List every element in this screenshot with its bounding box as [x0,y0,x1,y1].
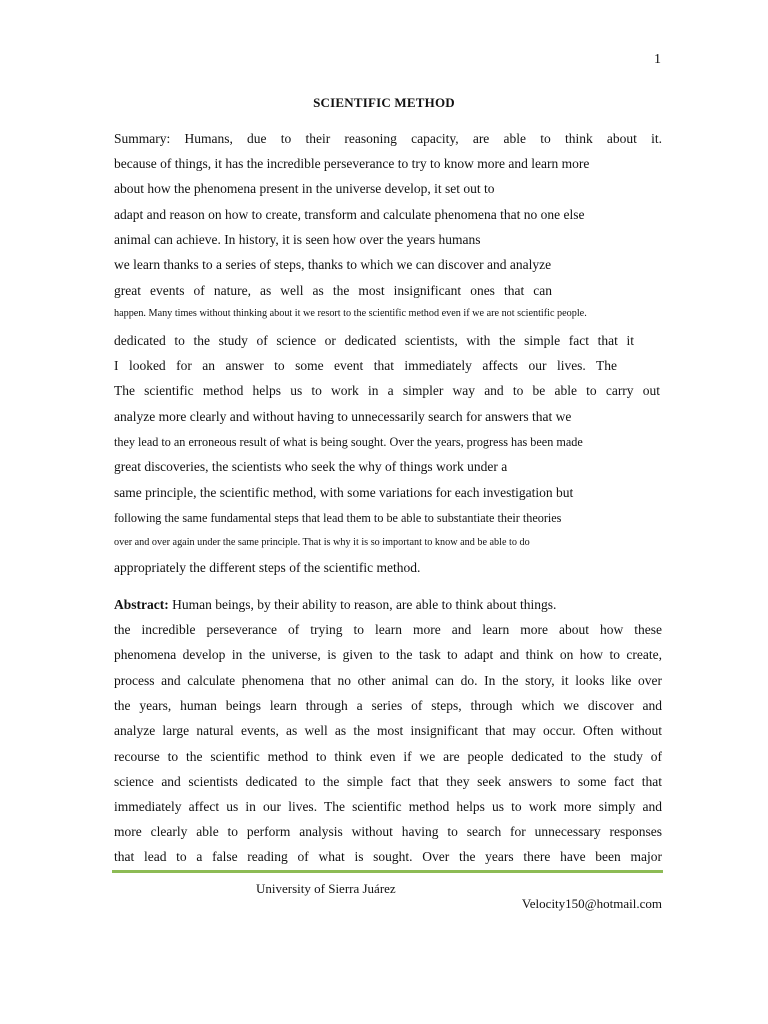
abstract-first-line [114,596,662,614]
summary-line: we learn thanks to a series of steps, thanks to which we can discover and analyze [114,257,552,272]
summary-line: animal can achieve. In history, it is seen how over the years humans [114,232,481,247]
abstract-line: phenomena develop in the universe, is given to the task to adapt and think on how to create, [114,647,662,662]
summary-line: I looked for an answer to some event that immediately affects our lives. The [114,358,617,373]
summary-line: same principle, the scientific method, with some variations for each investigation but [114,485,574,500]
abstract-label: Abstract: [114,597,169,612]
abstract-line: that lead to a false reading of what is sought. Over the years there have been major [114,849,662,864]
summary-line: adapt and reason on how to create, transform and calculate phenomena that no one else [114,207,585,222]
summary-line: dedicated to the study of science or dedicated scientists, with the simple fact that it [114,333,634,348]
summary-line: The scientific method helps us to work in a simpler way and to be able to carry out [114,383,660,398]
summary-line: over and over again under the same principle. That is why it is so important to know and be able to do [114,537,530,548]
abstract-line: immediately affect us in our lives. The scientific method helps us to work more simply and [114,799,662,814]
summary-line: because of things, it has the incredible perseverance to try to know more and learn more [114,156,590,171]
summary-line: Summary: Humans, due to their reasoning capacity, are able to think about it. [114,131,662,146]
summary-line: analyze more clearly and without having to unnecessarily search for answers that we [114,409,572,424]
page-title: SCIENTIFIC METHOD [313,95,455,110]
abstract-first-line-text: Human beings, by their ability to reason, are able to think about things. [168,597,557,612]
summary-line: they lead to an erroneous result of what is being sought. Over the years, progress has been made [114,435,583,449]
summary-line: great discoveries, the scientists who seek the why of things work under a [114,459,508,474]
abstract-line: the years, human beings learn through a series of steps, through which we discover and [114,698,662,713]
summary-line: happen. Many times without thinking about it we resort to the scientific method even if we are not scientific people. [114,308,587,319]
page-number: 1 [654,52,661,67]
abstract-line: recourse to the scientific method to think even if we are people dedicated to the study of [114,749,662,764]
abstract-line: science and scientists dedicated to the simple fact that they seek answers to some fact that [114,774,662,789]
summary-line: about how the phenomena present in the universe develop, it set out to [114,181,495,196]
summary-line: great events of nature, as well as the most insignificant ones that can [114,283,552,298]
summary-line: following the same fundamental steps that lead them to be able to substantiate their theories [114,511,562,525]
summary-line: appropriately the different steps of the scientific method. [114,560,421,575]
abstract-line: more clearly able to perform analysis without having to search for unnecessary responses [114,824,662,839]
footer-email: Velocity150@hotmail.com [521,896,662,911]
footer-university: University of Sierra Juárez [256,881,396,896]
abstract-line: the incredible perseverance of trying to learn more and learn more about how these [114,622,662,637]
footer-divider [112,870,663,873]
abstract-line: process and calculate phenomena that no other animal can do. In the story, it looks like over [114,673,662,688]
abstract-line: analyze large natural events, as well as the most insignificant that may occur. Often without [114,723,662,738]
